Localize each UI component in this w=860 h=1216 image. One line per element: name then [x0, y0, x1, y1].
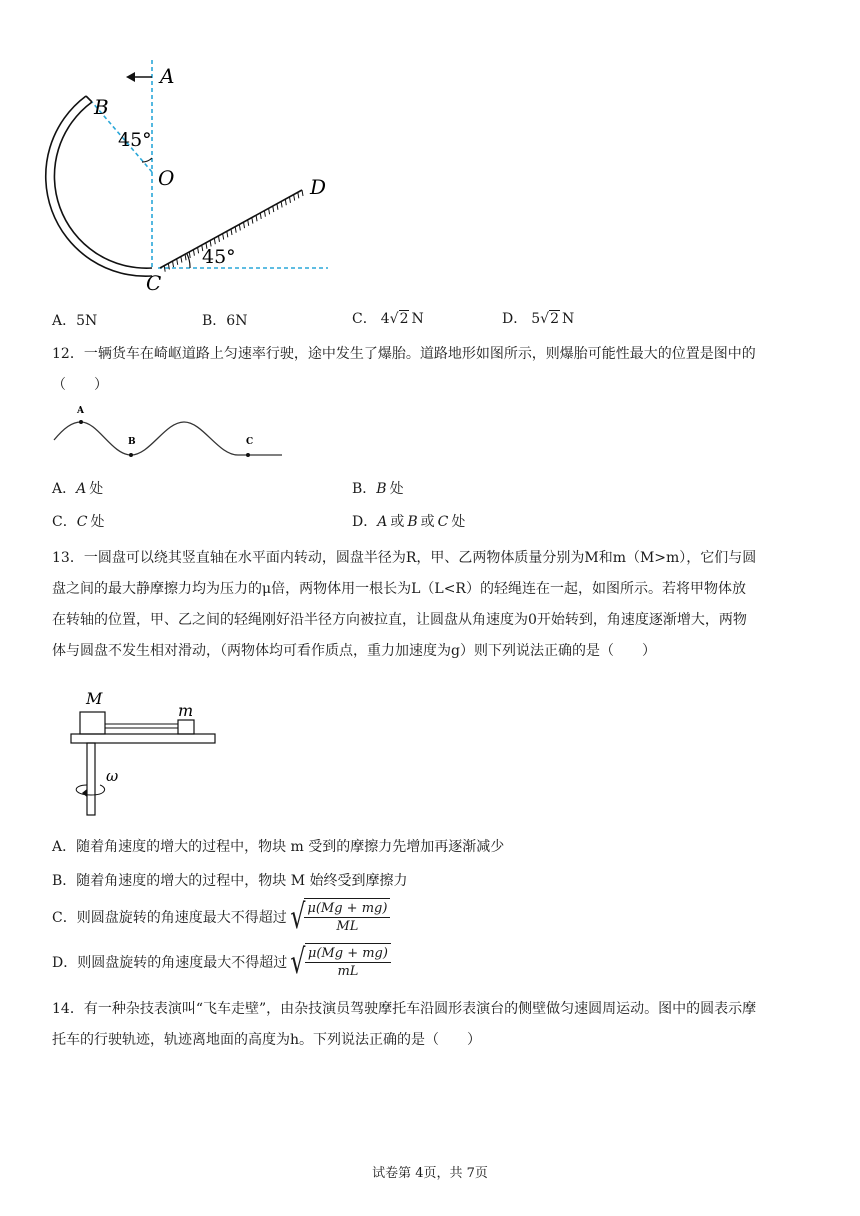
q11-option-b[interactable]: B．6N: [202, 313, 248, 329]
incline-hatch-mark: [193, 250, 194, 256]
incline-hatch-mark: [164, 266, 165, 272]
q12-stem-line2: （ ）: [52, 377, 108, 393]
q11-label-C: C: [146, 271, 162, 295]
incline-hatch-mark: [248, 220, 249, 226]
incline-hatch-mark: [277, 204, 278, 210]
q11-option-a[interactable]: A．5N: [52, 313, 98, 329]
q12-option-d[interactable]: D．A 或 B 或 C 处: [352, 514, 466, 530]
incline-hatch-mark: [218, 236, 219, 242]
q11-angle-bottom: 45°: [202, 246, 236, 268]
q13-option-a[interactable]: A．随着角速度的增大的过程中，物块 m 受到的摩擦力先增加再逐渐减少: [52, 839, 505, 855]
page-footer: 试卷第 4页，共 7页: [372, 1166, 488, 1181]
incline-hatch-mark: [244, 222, 245, 228]
q13-label-omega: ω: [106, 767, 119, 785]
q11-angle-top: 45°: [118, 129, 152, 151]
q12-road-figure: [50, 400, 290, 470]
incline-hatch-mark: [189, 252, 190, 258]
incline-hatch-mark: [302, 190, 303, 196]
q12-option-c[interactable]: C．C 处: [52, 514, 105, 530]
q12-stem-line1: 12．一辆货车在崎岖道路上匀速率行驶，途中发生了爆胎。道路地形如图所示，则爆胎可能性最大的位置是图中的: [52, 346, 756, 362]
q12-label-B: B: [128, 437, 136, 447]
incline-hatch-mark: [223, 234, 224, 240]
q12-option-a[interactable]: A．A 处: [52, 481, 104, 497]
incline-hatch-mark: [252, 218, 253, 224]
q11-label-B: B: [94, 95, 109, 119]
incline-hatch-mark: [214, 238, 215, 244]
q11-option-c[interactable]: C． 4√2 N: [352, 311, 424, 327]
q13-label-m: m: [178, 701, 194, 720]
q13-stem-line: 体与圆盘不发生相对滑动，（两物体均可看作质点，重力加速度为g）则下列说法正确的是（ ）: [52, 643, 656, 659]
incline-hatch-mark: [264, 211, 265, 217]
q11-label-A: A: [160, 64, 175, 88]
q11-label-O: O: [158, 166, 175, 190]
incline-hatch-mark: [289, 197, 290, 203]
q13-option-d[interactable]: D．则圆盘旋转的角速度最大不得超过 √ $\frac{\mu(Mg + mg)}{mL}$: [52, 943, 391, 981]
q12-label-C: C: [246, 437, 254, 447]
q13-option-d-formula: √ $\frac{\mu(Mg + mg)}{mL}$: [287, 943, 391, 981]
q14-stem-line1: 14．有一种杂技表演叫“飞车走壁”，由杂技演员驾驶摩托车沿圆形表演台的侧壁做匀速圆周运动。图中的圆表示摩: [52, 1001, 757, 1017]
incline-hatch-mark: [173, 261, 174, 267]
q11-option-d[interactable]: D． 5√2 N: [502, 311, 575, 327]
q12-label-A: A: [77, 406, 84, 416]
q13-option-c[interactable]: C．则圆盘旋转的角速度最大不得超过 √ $\frac{\mu(Mg + mg)}{ML}$: [52, 898, 390, 936]
q13-label-M: M: [86, 689, 103, 708]
incline-hatch-mark: [298, 192, 299, 198]
incline-hatch-mark: [281, 201, 282, 207]
incline-hatch-mark: [269, 208, 270, 214]
incline-hatch-mark: [235, 227, 236, 233]
incline-hatch-mark: [185, 254, 186, 260]
q13-stem-line: 13．一圆盘可以绕其竖直轴在水平面内转动，圆盘半径为R，甲、乙两物体质量分别为M和m（M>m），它们与圆: [52, 550, 757, 566]
q13-stem: [52, 543, 812, 667]
q14-stem-line2: 托车的行驶轨迹，轨迹离地面的高度为h。下列说法正确的是（ ）: [52, 1032, 482, 1048]
incline-hatch-mark: [181, 257, 182, 263]
incline-hatch-mark: [231, 229, 232, 235]
q13-stem-line: 盘之间的最大静摩擦力均为压力的μ倍，两物体用一根长为L（L<R）的轻绳连在一起，如图所示。若将甲物体放: [52, 581, 746, 597]
incline-hatch-mark: [177, 259, 178, 265]
q13-option-b[interactable]: B．随着角速度的增大的过程中，物块 M 始终受到摩擦力: [52, 873, 408, 889]
q13-stem-line: 在转轴的位置，甲、乙之间的轻绳刚好沿半径方向被拉直，让圆盘从角速度为0开始转到，角速度逐渐增大，两物: [52, 612, 747, 628]
q11-figure: [40, 50, 360, 300]
incline-hatch-mark: [294, 195, 295, 201]
incline-hatch-mark: [198, 247, 199, 253]
incline-hatch-mark: [239, 224, 240, 230]
incline-hatch-mark: [260, 213, 261, 219]
incline-hatch-mark: [285, 199, 286, 205]
q13-disk-figure: [60, 685, 230, 820]
q13-option-c-formula: √ $\frac{\mu(Mg + mg)}{ML}$: [287, 898, 391, 936]
q12-option-b[interactable]: B．B 处: [352, 481, 404, 497]
incline-hatch-mark: [273, 206, 274, 212]
q11-label-D: D: [310, 175, 327, 199]
incline-hatch-mark: [256, 215, 257, 221]
incline-hatch-mark: [227, 231, 228, 237]
